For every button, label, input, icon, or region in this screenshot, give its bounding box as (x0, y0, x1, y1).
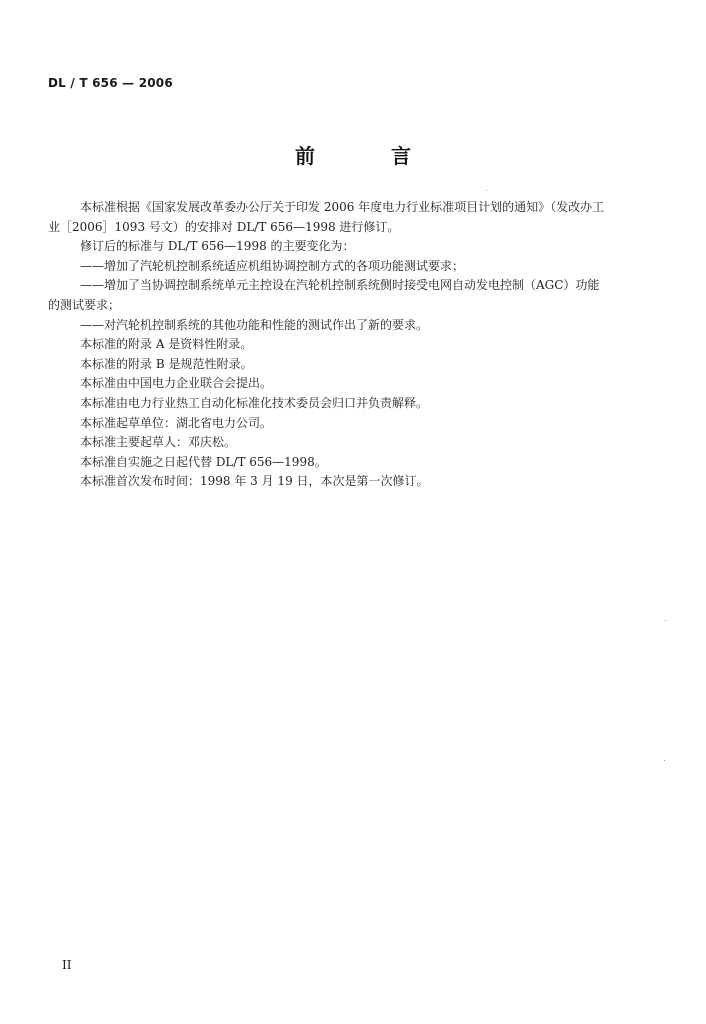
scan-speck (664, 760, 665, 761)
paragraph-7: 本标准的附录 B 是规范性附录。 (80, 356, 253, 371)
paragraph-3: ——增加了汽轮机控制系统适应机组协调控制方式的各项功能测试要求； (80, 258, 465, 273)
paragraph-11: 本标准主要起草人：邓庆松。 (80, 435, 237, 450)
paragraph-12: 本标准自实施之日起代替 DL/T 656—1998。 (80, 454, 327, 469)
standard-code-header: DL / T 656 — 2006 (48, 76, 173, 90)
paragraph-1-line-2: 业［2006］1093 号文）的安排对 DL/T 656—1998 进行修订。 (48, 219, 400, 234)
paragraph-4-line-2: 的测试要求； (48, 297, 121, 312)
paragraph-2: 修订后的标准与 DL/T 656—1998 的主要变化为： (80, 239, 355, 254)
paragraph-8: 本标准由中国电力企业联合会提出。 (80, 376, 273, 391)
paragraph-9: 本标准由电力行业热工自动化标准化技术委员会归口并负责解释。 (80, 395, 429, 410)
paragraph-1-line-1: 本标准根据《国家发展改革委办公厅关于印发 2006 年度电力行业标准项目计划的通知》（发改办工 (80, 200, 605, 214)
scan-speck (665, 620, 666, 621)
paragraph-10: 本标准起草单位：湖北省电力公司。 (80, 415, 273, 430)
paragraph-5: ——对汽轮机控制系统的其他功能和性能的测试作出了新的要求。 (80, 317, 429, 332)
paragraph-13: 本标准首次发布时间：1998 年 3 月 19 日，本次是第一次修订。 (80, 474, 429, 489)
page-title: 前 言 (295, 144, 439, 168)
paragraph-4-line-1: ——增加了当协调控制系统单元主控设在汽轮机控制系统侧时接受电网自动发电控制（AGC）功能 (80, 278, 600, 293)
foreword-body (48, 198, 658, 492)
page-number: II (62, 958, 72, 972)
paragraph-6: 本标准的附录 A 是资料性附录。 (80, 337, 253, 352)
scan-speck (486, 190, 487, 191)
